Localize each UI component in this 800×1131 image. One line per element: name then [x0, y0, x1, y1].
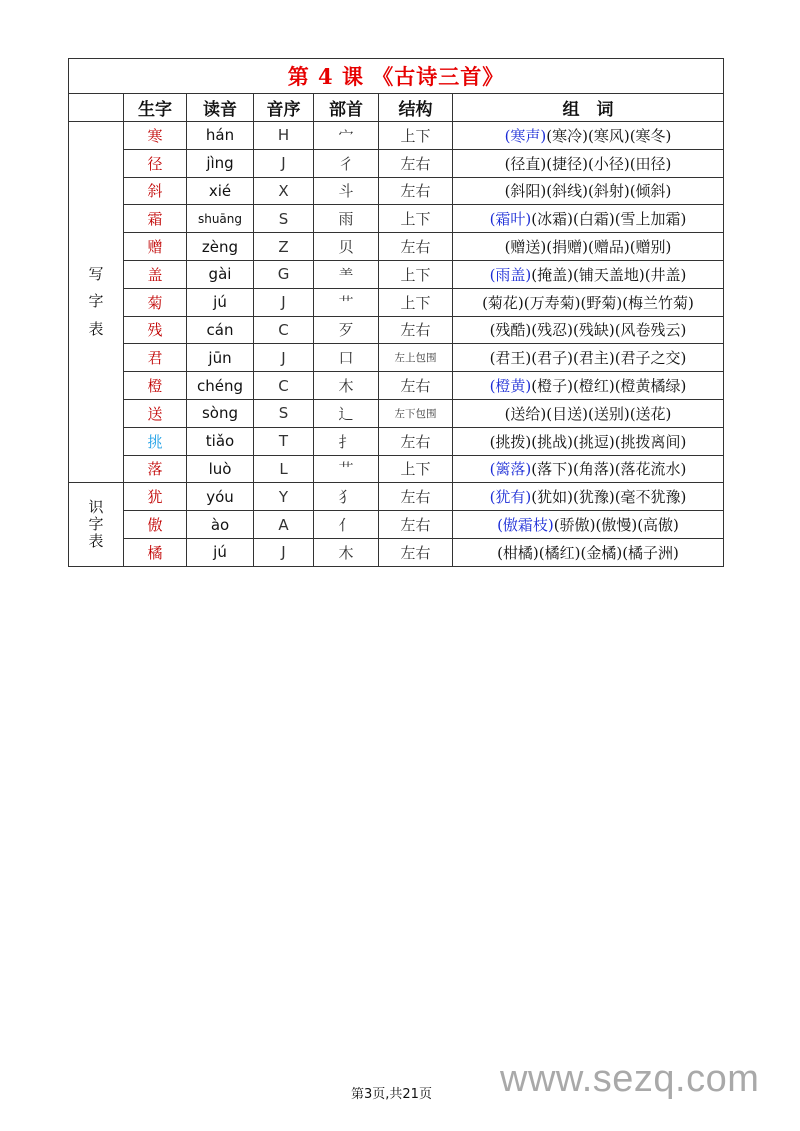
structure-cell: 左右: [379, 538, 453, 566]
table-row: [69, 483, 724, 511]
structure-cell: 左右: [379, 372, 453, 400]
initial-cell: S: [254, 205, 314, 233]
word-list: (残酷)(残忍)(残缺)(风卷残云): [489, 321, 687, 340]
character-cell: 霜: [124, 205, 187, 233]
word-list: (挑拨)(挑战)(挑逗)(挑拨离间): [489, 432, 687, 451]
pinyin-cell: ào: [187, 511, 254, 539]
header-character: 生字: [124, 94, 187, 122]
section-label-char: 识: [88, 497, 104, 516]
watermark: www.sezq.com: [500, 1058, 760, 1100]
character-cell: 君: [124, 344, 187, 372]
header-initial: 音序: [254, 94, 314, 122]
structure-cell: 上下: [379, 288, 453, 316]
structure-cell: 左右: [379, 483, 453, 511]
words-cell: [453, 233, 724, 261]
initial-cell: Y: [254, 483, 314, 511]
table-row: [69, 260, 724, 288]
header-structure: 结构: [379, 94, 453, 122]
initial-cell: J: [254, 288, 314, 316]
structure-cell: 上下: [379, 260, 453, 288]
table-row: [69, 122, 724, 150]
table-row: [69, 344, 724, 372]
radical-cell: 斗: [314, 177, 379, 205]
initial-cell: L: [254, 455, 314, 483]
title-row: [69, 59, 724, 94]
radical-cell: 艹: [314, 288, 379, 316]
initial-cell: C: [254, 372, 314, 400]
word-list: (掩盖)(铺天盖地)(井盖): [531, 265, 687, 284]
word-list: (骄傲)(傲慢)(高傲): [553, 516, 679, 535]
words-cell: [453, 511, 724, 539]
word-list: (斜阳)(斜线)(斜射)(倾斜): [504, 182, 672, 201]
lesson-title: 第 4 课 《古诗三首》: [69, 59, 724, 94]
section-label-char: 写: [88, 264, 104, 283]
structure-cell: 左右: [379, 233, 453, 261]
highlighted-word: (霜叶): [489, 210, 532, 229]
words-cell: [453, 483, 724, 511]
pinyin-cell: jú: [187, 288, 254, 316]
radical-cell: 艹: [314, 455, 379, 483]
table-row: [69, 372, 724, 400]
section-label-char: 字: [88, 292, 104, 311]
words-cell: [453, 288, 724, 316]
section-label-recognition: [69, 483, 124, 566]
pinyin-cell: yóu: [187, 483, 254, 511]
word-list: (菊花)(万寿菊)(野菊)(梅兰竹菊): [482, 293, 694, 312]
pinyin-cell: jūn: [187, 344, 254, 372]
pinyin-cell: sòng: [187, 399, 254, 427]
words-cell: [453, 455, 724, 483]
words-cell: [453, 399, 724, 427]
table-row: [69, 399, 724, 427]
radical-cell: 彳: [314, 149, 379, 177]
pinyin-cell: tiǎo: [187, 427, 254, 455]
table-row: [69, 177, 724, 205]
structure-cell: 上下: [379, 455, 453, 483]
header-words: 组 词: [453, 94, 724, 122]
structure-cell: 上下: [379, 205, 453, 233]
table-row: [69, 316, 724, 344]
word-list: (柑橘)(橘红)(金橘)(橘子洲): [497, 543, 679, 562]
structure-cell: 左右: [379, 177, 453, 205]
radical-cell: 犭: [314, 483, 379, 511]
radical-cell: ⺷: [314, 260, 379, 288]
table-row: [69, 455, 724, 483]
table-row: [69, 149, 724, 177]
character-cell: 斜: [124, 177, 187, 205]
pinyin-cell: zèng: [187, 233, 254, 261]
table-row: [69, 538, 724, 566]
word-list: (橙子)(橙红)(橙黄橘绿): [531, 377, 687, 396]
highlighted-word: (雨盖): [489, 265, 532, 284]
section-label-char: 表: [88, 320, 104, 339]
pinyin-cell: jú: [187, 538, 254, 566]
structure-cell: 上下: [379, 122, 453, 150]
initial-cell: G: [254, 260, 314, 288]
words-cell: [453, 344, 724, 372]
highlighted-word: (寒声): [504, 126, 547, 145]
header-row: [69, 94, 724, 122]
initial-cell: H: [254, 122, 314, 150]
structure-cell: 左上包围: [379, 344, 453, 372]
header-pinyin: 读音: [187, 94, 254, 122]
word-list: (犹如)(犹豫)(毫不犹豫): [531, 488, 687, 507]
pinyin-cell: shuāng: [187, 205, 254, 233]
word-list: (径直)(捷径)(小径)(田径): [504, 154, 672, 173]
radical-cell: 亻: [314, 511, 379, 539]
character-cell: 橙: [124, 372, 187, 400]
section-label-writing: [69, 122, 124, 483]
structure-cell: 左右: [379, 316, 453, 344]
character-cell: 傲: [124, 511, 187, 539]
highlighted-word: (犹有): [489, 488, 532, 507]
highlighted-word: (傲霜枝): [497, 516, 554, 535]
header-section: [69, 94, 124, 122]
character-cell: 赠: [124, 233, 187, 261]
radical-cell: 木: [314, 372, 379, 400]
initial-cell: J: [254, 538, 314, 566]
initial-cell: A: [254, 511, 314, 539]
word-list: (君王)(君子)(君主)(君子之交): [489, 349, 687, 368]
pinyin-cell: xié: [187, 177, 254, 205]
character-cell: 菊: [124, 288, 187, 316]
character-cell: 橘: [124, 538, 187, 566]
words-cell: [453, 177, 724, 205]
initial-cell: T: [254, 427, 314, 455]
pinyin-cell: gài: [187, 260, 254, 288]
structure-cell: 左下包围: [379, 399, 453, 427]
pinyin-cell: hán: [187, 122, 254, 150]
character-cell: 犹: [124, 483, 187, 511]
words-cell: [453, 316, 724, 344]
pinyin-cell: jìng: [187, 149, 254, 177]
words-cell: [453, 122, 724, 150]
words-cell: [453, 427, 724, 455]
character-cell: 挑: [124, 427, 187, 455]
initial-cell: Z: [254, 233, 314, 261]
radical-cell: 贝: [314, 233, 379, 261]
vocabulary-table: [68, 58, 724, 567]
table-row: [69, 233, 724, 261]
radical-cell: 辶: [314, 399, 379, 427]
character-cell: 落: [124, 455, 187, 483]
word-list: (冰霜)(白霜)(雪上加霜): [531, 210, 687, 229]
highlighted-word: (橙黄): [489, 377, 532, 396]
initial-cell: J: [254, 149, 314, 177]
initial-cell: J: [254, 344, 314, 372]
radical-cell: 雨: [314, 205, 379, 233]
character-cell: 盖: [124, 260, 187, 288]
table-row: [69, 205, 724, 233]
structure-cell: 左右: [379, 149, 453, 177]
word-list: (落下)(角落)(落花流水): [531, 460, 687, 479]
words-cell: [453, 538, 724, 566]
word-list: (赠送)(捐赠)(赠品)(赠别): [504, 238, 672, 257]
initial-cell: X: [254, 177, 314, 205]
words-cell: [453, 205, 724, 233]
word-list: (送给)(目送)(送别)(送花): [504, 404, 672, 423]
character-cell: 径: [124, 149, 187, 177]
pinyin-cell: cán: [187, 316, 254, 344]
initial-cell: C: [254, 316, 314, 344]
highlighted-word: (篱落): [489, 460, 532, 479]
section-label-char: 字: [88, 514, 104, 533]
radical-cell: 木: [314, 538, 379, 566]
pinyin-cell: chéng: [187, 372, 254, 400]
pinyin-cell: luò: [187, 455, 254, 483]
character-cell: 寒: [124, 122, 187, 150]
words-cell: [453, 372, 724, 400]
page-indicator: 第3页,共21页: [351, 1087, 432, 1102]
radical-cell: 扌: [314, 427, 379, 455]
table-row: [69, 511, 724, 539]
character-cell: 残: [124, 316, 187, 344]
structure-cell: 左右: [379, 511, 453, 539]
radical-cell: 口: [314, 344, 379, 372]
structure-cell: 左右: [379, 427, 453, 455]
header-radical: 部首: [314, 94, 379, 122]
words-cell: [453, 260, 724, 288]
section-label-char: 表: [88, 532, 104, 551]
word-list: (寒冷)(寒风)(寒冬): [546, 126, 672, 145]
character-cell: 送: [124, 399, 187, 427]
words-cell: [453, 149, 724, 177]
table-row: [69, 427, 724, 455]
table-row: [69, 288, 724, 316]
radical-cell: 歹: [314, 316, 379, 344]
radical-cell: 宀: [314, 122, 379, 150]
initial-cell: S: [254, 399, 314, 427]
